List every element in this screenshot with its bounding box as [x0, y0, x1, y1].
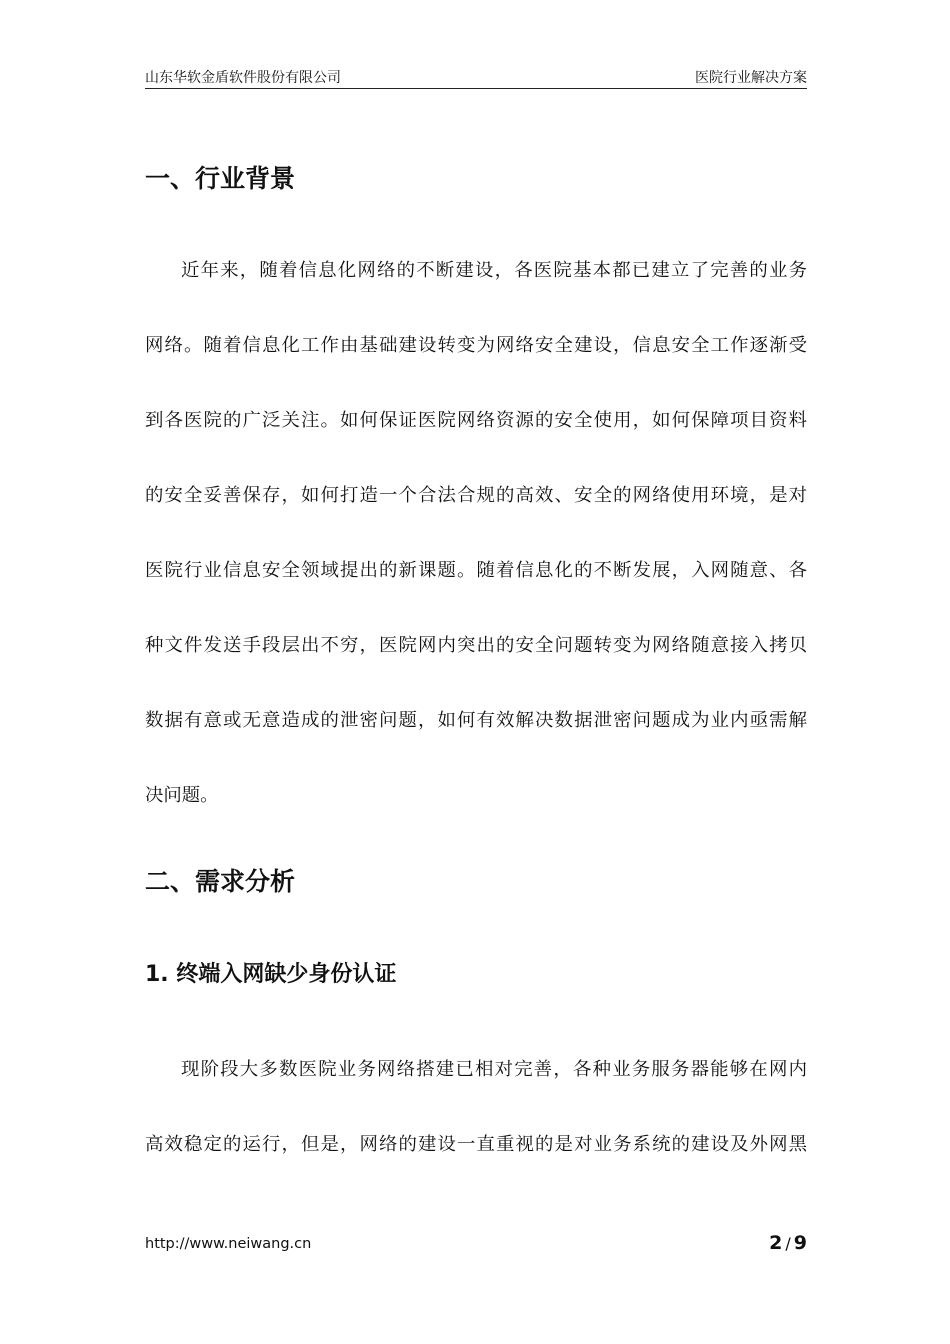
header-company-name: 山东华软金盾软件股份有限公司	[145, 70, 341, 86]
paragraph-line: 数据有意或无意造成的泄密问题，如何有效解决数据泄密问题成为业内亟需解	[145, 710, 807, 731]
paragraph-line: 种文件发送手段层出不穷，医院网内突出的安全问题转变为网络随意接入拷贝	[145, 635, 807, 656]
page-header	[145, 66, 807, 89]
background-paragraph	[145, 233, 807, 833]
paragraph-line: 近年来，随着信息化网络的不断建设，各医院基本都已建立了完善的业务	[181, 260, 807, 281]
paragraph-line: 高效稳定的运行，但是，网络的建设一直重视的是对业务系统的建设及外网黑	[145, 1134, 807, 1155]
page-separator: /	[785, 1234, 791, 1253]
header-document-title: 医院行业解决方案	[695, 70, 807, 86]
paragraph-line: 医院行业信息安全领域提出的新课题。随着信息化的不断发展，入网随意、各	[145, 560, 807, 581]
page-current: 2	[769, 1232, 783, 1254]
footer-website-url: http://www.neiwang.cn	[145, 1236, 312, 1252]
section-heading-background: 一、行业背景	[145, 164, 296, 193]
paragraph-line: 到各医院的广泛关注。如何保证医院网络资源的安全使用，如何保障项目资料	[145, 410, 807, 431]
paragraph-line: 的安全妥善保存，如何打造一个合法合规的高效、安全的网络使用环境，是对	[145, 485, 807, 506]
page-total: 9	[793, 1232, 807, 1254]
paragraph-line: 现阶段大多数医院业务网络搭建已相对完善，各种业务服务器能够在网内	[181, 1059, 807, 1080]
paragraph-line: 决问题。	[145, 785, 219, 806]
terminal-auth-paragraph	[145, 1032, 807, 1182]
subsection-heading-terminal-auth: 1. 终端入网缺少身份认证	[145, 962, 397, 987]
page-number	[769, 1232, 807, 1254]
section-heading-requirements: 二、需求分析	[145, 867, 296, 896]
paragraph-line: 网络。随着信息化工作由基础建设转变为网络安全建设，信息安全工作逐渐受	[145, 335, 807, 356]
